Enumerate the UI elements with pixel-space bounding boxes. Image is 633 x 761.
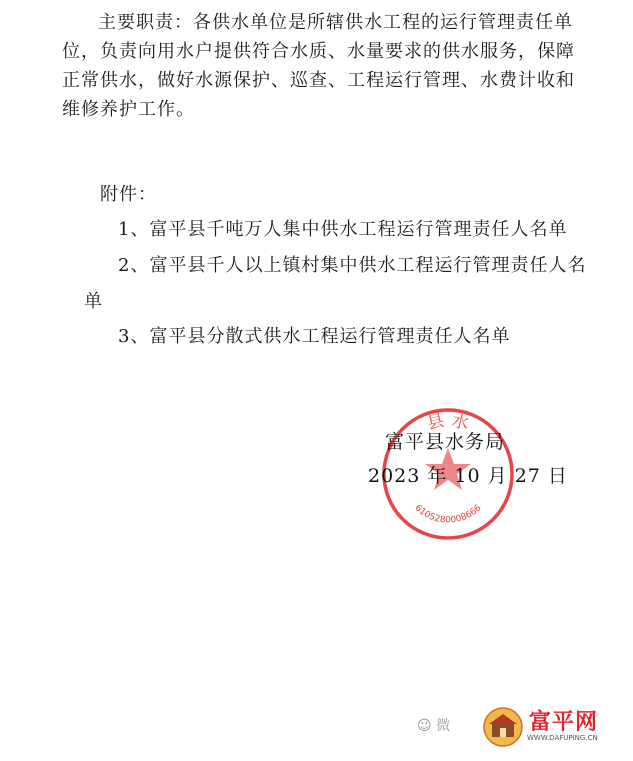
wechat-label-text: 微 bbox=[436, 718, 451, 734]
site-url: WWW.DAFUPING.CN bbox=[527, 734, 598, 742]
attachments-heading: 附件： bbox=[100, 184, 157, 205]
attachment-item-2-continued: 单 bbox=[84, 291, 103, 312]
signature-date: 2023 年 10 月 27 日 bbox=[368, 465, 568, 487]
site-logo-icon bbox=[483, 707, 523, 747]
attachment-item-3: 3、富平县分散式供水工程运行管理责任人名单 bbox=[118, 326, 511, 347]
site-watermark bbox=[417, 705, 627, 755]
wechat-label bbox=[417, 715, 450, 735]
wechat-icon: ☺ bbox=[417, 718, 432, 734]
site-name: 富平网 bbox=[529, 710, 599, 735]
seal-code: 6105280008666 bbox=[412, 503, 484, 526]
seal-top-text: 县 水 bbox=[425, 410, 471, 435]
duties-paragraph: 主要职责：各供水单位是所辖供水工程的运行管理责任单位，负责向用水户提供符合水质、水量要求的供水服务，保障正常供水，做好水源保护、巡查、工程运行管理、水费计收和维修养护工作。 bbox=[62, 12, 575, 120]
attachment-item-2: 2、富平县千人以上镇村集中供水工程运行管理责任人名 bbox=[118, 255, 587, 276]
signature-org: 富平县水务局 bbox=[385, 431, 506, 453]
attachment-item-1: 1、富平县千吨万人集中供水工程运行管理责任人名单 bbox=[118, 219, 568, 240]
